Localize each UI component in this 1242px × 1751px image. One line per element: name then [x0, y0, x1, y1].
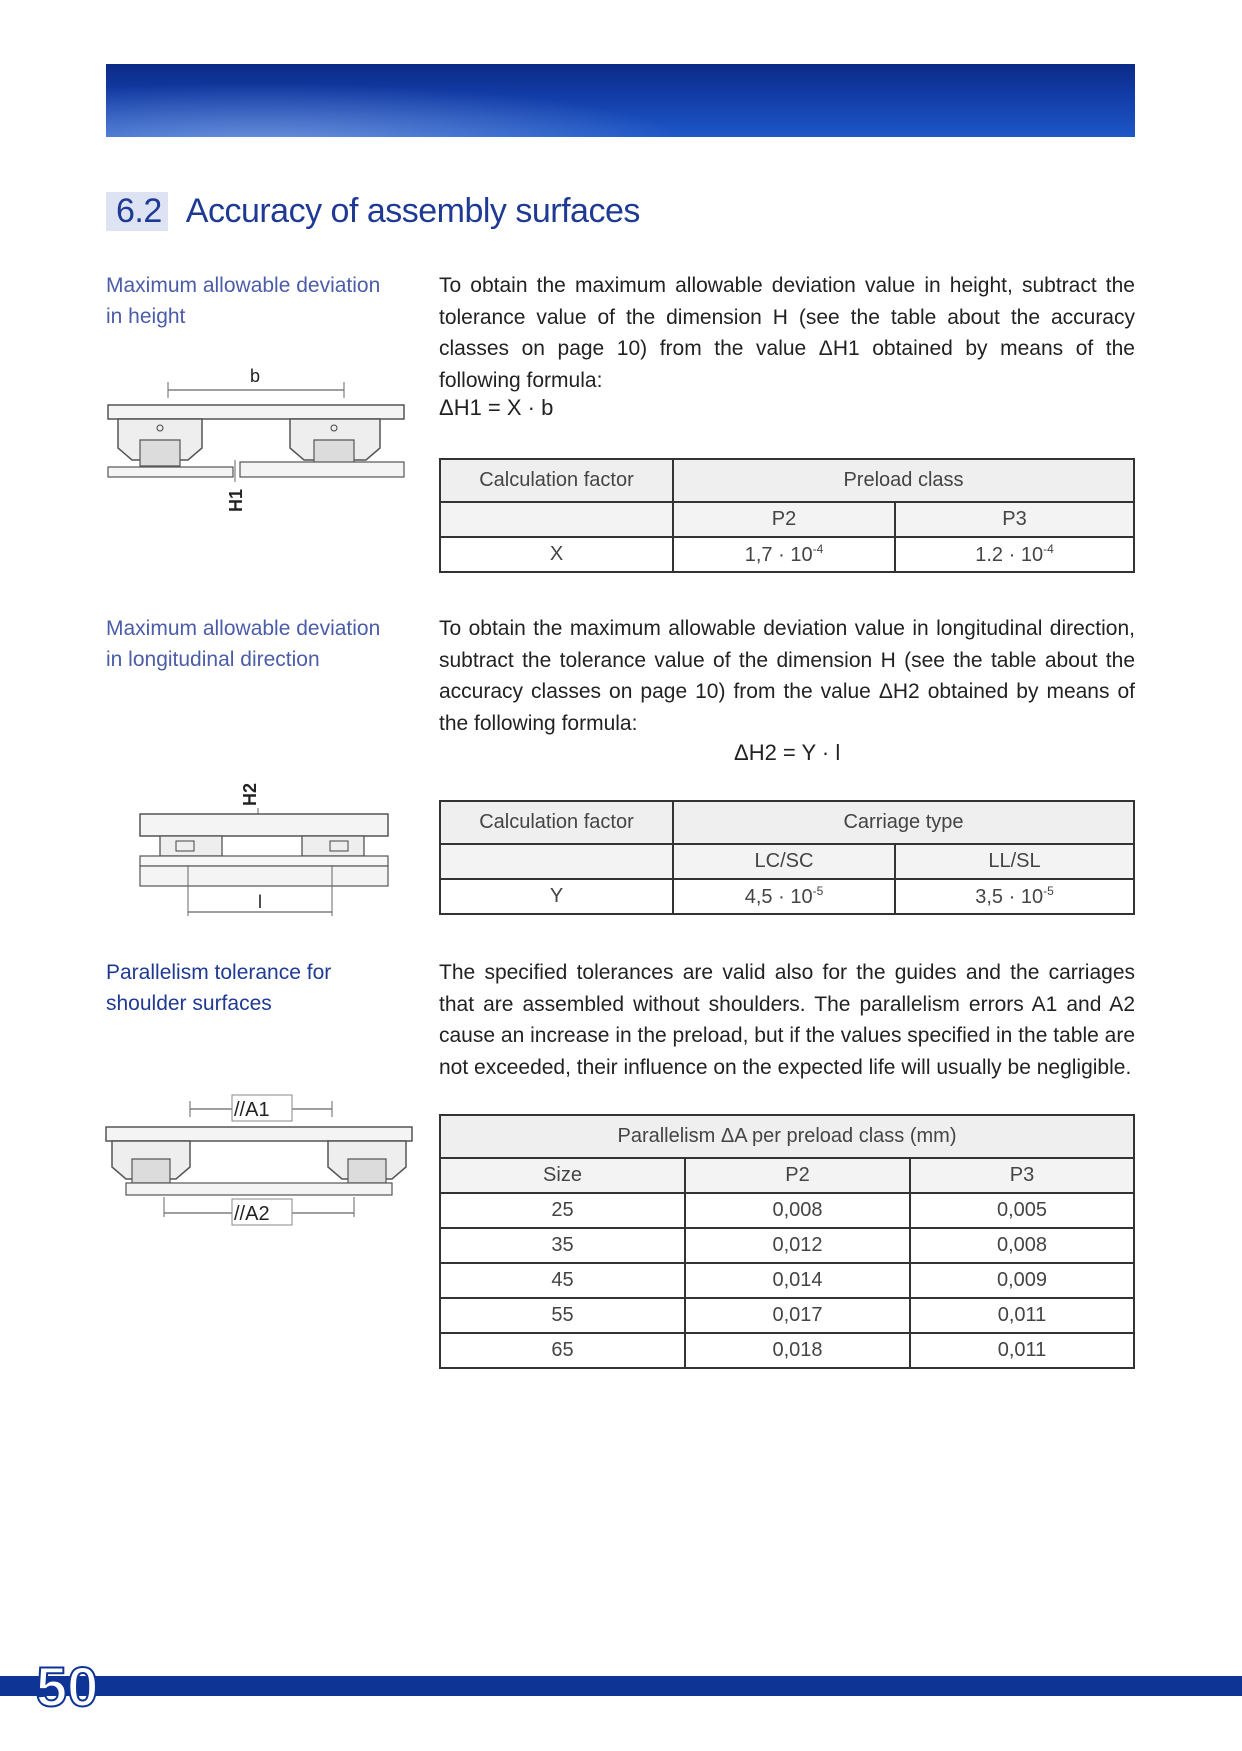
table-cell-factor: Y	[440, 879, 673, 914]
table-preload-class	[439, 458, 1135, 573]
figure-height-deviation	[100, 360, 410, 560]
table-header-ll-sl: LL/SL	[895, 844, 1134, 879]
table-cell-factor: X	[440, 537, 673, 572]
table-header-p2: P2	[685, 1158, 910, 1193]
figure-parallelism	[100, 1085, 420, 1235]
page-number: 50	[36, 1655, 99, 1718]
table-header-p3: P3	[910, 1158, 1134, 1193]
table-row: 65 0,018 0,011	[440, 1333, 1134, 1368]
table-parallelism	[439, 1114, 1135, 1369]
table-cell-value: $4,5 \cdot 10^{-5}$	[673, 879, 895, 914]
table-cell-value: $3,5 \cdot 10^{-5}$	[895, 879, 1134, 914]
label-longitudinal-deviation: Maximum allowable deviation in longitudinal direction	[106, 617, 381, 671]
footer-bar	[0, 1676, 1242, 1696]
formula-h2: ΔH2 = Y · l	[734, 740, 841, 765]
label-a1: //A1	[234, 1099, 270, 1121]
label-a2: //A2	[234, 1203, 270, 1225]
table-row: 45 0,014 0,009	[440, 1263, 1134, 1298]
table-cell-value: $1,7 \cdot 10^{-4}$	[673, 537, 895, 572]
paragraph-parallelism: The specified tolerances are valid also for the guides and the carriages that are assembled without shoulders. The parallelism errors A1 and A2 cause an increase in the preload, but if the values specified in the table are not exceeded, their influence on the expected life will usually be negligible.	[439, 961, 1135, 1079]
left-rail	[140, 440, 180, 466]
section-title	[106, 192, 640, 242]
figure-longitudinal-deviation	[130, 770, 400, 930]
table-header-calculation-factor: Calculation factor	[440, 801, 673, 844]
table-header-calculation-factor: Calculation factor	[440, 459, 673, 502]
table-carriage-type	[439, 800, 1135, 915]
label-b: b	[250, 366, 261, 386]
section-title-text: Accuracy of assembly surfaces	[185, 192, 640, 230]
table-cell-value: $1.2 \cdot 10^{-4}$	[895, 537, 1134, 572]
paragraph-height-deviation: To obtain the maximum allowable deviation value in height, subtract the tolerance value of the dimension H (see the table about the accuracy classes on page 10) from the value ΔH1 obtained by means of the following formula:	[439, 274, 1135, 392]
formula-h1: ΔH1 = X · b	[439, 395, 554, 420]
table-header-size: Size	[440, 1158, 685, 1193]
label-h2: H2	[240, 782, 260, 806]
table-title-parallelism: Parallelism ΔA per preload class (mm)	[440, 1115, 1134, 1158]
table-header-lc-sc: LC/SC	[673, 844, 895, 879]
table-row: 25 0,008 0,005	[440, 1193, 1134, 1228]
table-row: 55 0,017 0,011	[440, 1298, 1134, 1333]
label-h1: H1	[226, 488, 246, 512]
table-row: 35 0,012 0,008	[440, 1228, 1134, 1263]
label-height-deviation: Maximum allowable deviation in height	[106, 274, 381, 328]
table-header-carriage-type: Carriage type	[673, 801, 1134, 844]
table-header-p3: P3	[895, 502, 1134, 537]
label-parallelism-tolerance: Parallelism tolerance for shoulder surfaces	[106, 961, 332, 1015]
table-header-p2: P2	[673, 502, 895, 537]
header-banner	[106, 64, 1135, 137]
table-header-preload-class: Preload class	[673, 459, 1134, 502]
section-number: 6.2	[106, 192, 168, 231]
paragraph-longitudinal-deviation: To obtain the maximum allowable deviation value in longitudinal direction, subtract the tolerance value of the dimension H (see the table about the accuracy classes on page 10) from the value ΔH2 obtained by means of the following formula:	[439, 617, 1135, 735]
top-plate	[108, 405, 404, 419]
label-l: l	[258, 892, 262, 912]
